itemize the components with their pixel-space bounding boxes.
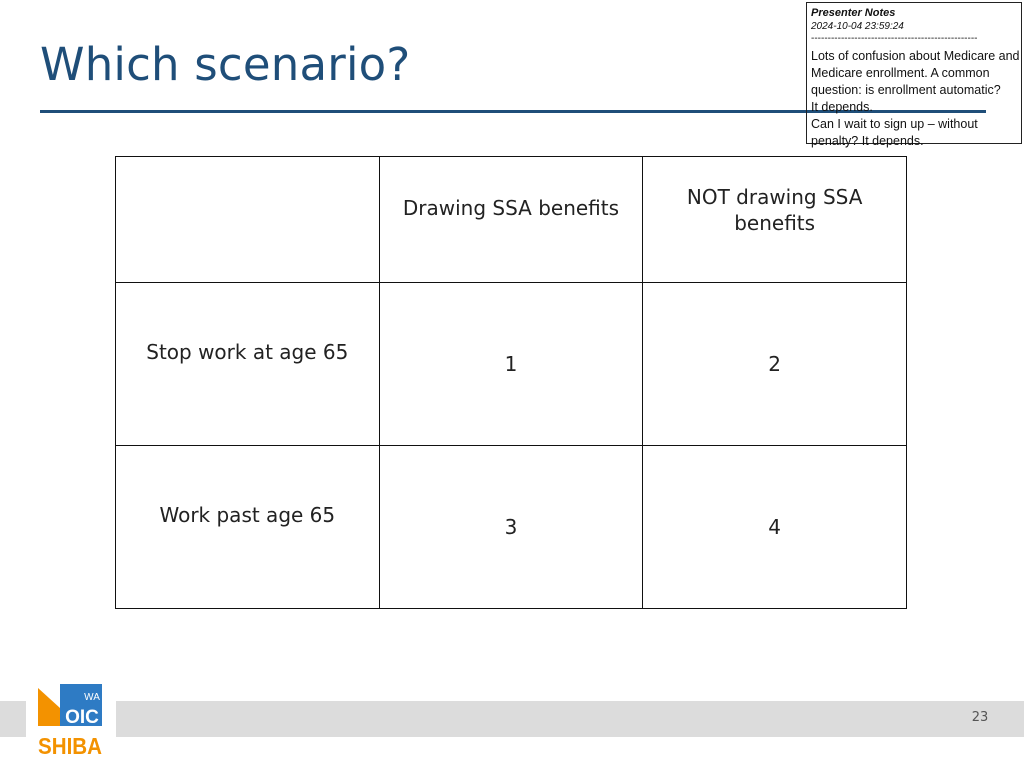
header-empty-cell: [116, 157, 380, 283]
scenario-number: 3: [504, 515, 518, 539]
scenario-table: [115, 156, 907, 609]
scenario-number: 4: [768, 515, 782, 539]
logo-orange-shape: [38, 688, 60, 726]
notes-line: It depends.: [811, 100, 873, 114]
row-label-stop-work: [116, 283, 380, 446]
header-drawing-ssa-label: Drawing SSA benefits: [402, 195, 620, 220]
footer-bar: [0, 701, 1024, 737]
notes-header: Presenter Notes: [811, 7, 896, 19]
logo-top-text: WA: [84, 692, 100, 703]
scenario-number: 1: [504, 352, 518, 376]
table-row: [116, 446, 907, 609]
scenario-cell-4: [643, 446, 907, 609]
row-label-text: Work past age 65: [159, 503, 336, 527]
header-not-drawing-ssa-label: NOT drawing SSA benefits: [686, 184, 863, 235]
row-label-text: Stop work at age 65: [146, 340, 349, 364]
notes-body: [811, 48, 1023, 150]
slide-title: Which scenario?: [40, 38, 411, 91]
scenario-number: 2: [768, 352, 782, 376]
scenario-cell-1: [379, 283, 643, 446]
logo-bottom-text: SHIBA: [38, 733, 102, 759]
notes-line: Can I wait to sign up – without penalty? It depends.: [811, 117, 978, 148]
table-header-row: [116, 157, 907, 283]
header-drawing-ssa: [379, 157, 643, 283]
notes-date: 2024-10-04 23:59:24: [811, 21, 904, 32]
header-not-drawing-ssa: [643, 157, 907, 283]
scenario-cell-2: [643, 283, 907, 446]
notes-line: Lots of confusion about Medicare and Medicare enrollment. A common question: is enrollment automatic?: [811, 49, 1020, 97]
page-number: 23: [971, 710, 989, 725]
logo-mid-text: OIC: [65, 707, 99, 728]
row-label-work-past: [116, 446, 380, 609]
notes-separator: --------------------------------------------------: [811, 34, 978, 44]
scenario-cell-3: [379, 446, 643, 609]
shiba-logo: [34, 684, 106, 760]
presenter-notes-box: [806, 2, 1022, 148]
table-row: [116, 283, 907, 446]
